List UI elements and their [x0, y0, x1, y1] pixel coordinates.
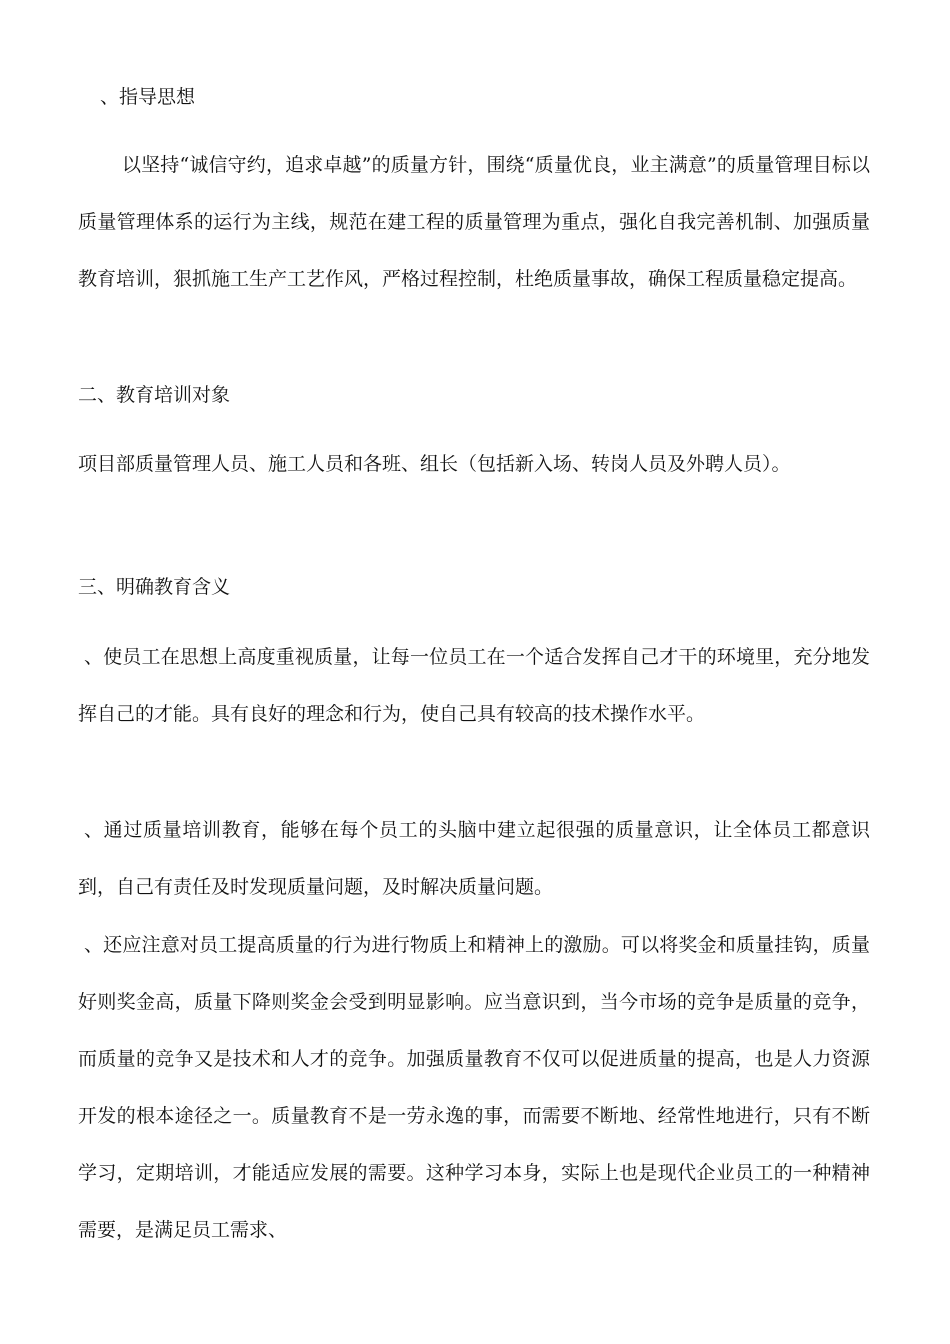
paragraph-guiding-ideology: 以坚持“诚信守约，追求卓越”的质量方针，围绕“质量优良，业主满意”的质量管理目标以质量管理体系的运行为主线，规范在建工程的质量管理为重点，强化自我完善机制、加强质量教育培训，狠抓施工生产工艺作风，严格过程控制，杜绝质量事故，确保工程质量稳定提高。: [78, 154, 870, 290]
paragraph-training-targets: 项目部质量管理人员、施工人员和各班、组长（包括新入场、转岗人员及外聘人员）。: [78, 453, 791, 475]
section-heading-education-meaning: 三、明确教育含义: [78, 576, 231, 598]
section-heading-guiding-ideology: 、指导思想: [100, 86, 196, 108]
paragraph-meaning-item-2: 、通过质量培训教育，能够在每个员工的头脑中建立起很强的质量意识，让全体员工都意识到，自己有责任及时发现质量问题，及时解决质量问题。: [78, 819, 870, 898]
paragraph-meaning-item-1: 、使员工在思想上高度重视质量，让每一位员工在一个适合发挥自己才干的环境里，充分地发挥自己的才能。具有良好的理念和行为，使自己具有较高的技术操作水平。: [78, 646, 870, 725]
paragraph-meaning-item-3: 、还应注意对员工提高质量的行为进行物质上和精神上的激励。可以将奖金和质量挂钩，质量好则奖金高，质量下降则奖金会受到明显影响。应当意识到，当今市场的竞争是质量的竞争，而质量的竞争又是技术和人才的竞争。加强质量教育不仅可以促进质量的提高，也是人力资源开发的根本途径之一。质量教育不是一劳永逸的事，而需要不断地、经常性地进行，只有不断学习，定期培训，才能适应发展的需要。这种学习本身，实际上也是现代企业员工的一种精神需要，是满足员工需求、: [78, 934, 870, 1241]
section-heading-training-targets: 二、教育培训对象: [78, 384, 231, 406]
